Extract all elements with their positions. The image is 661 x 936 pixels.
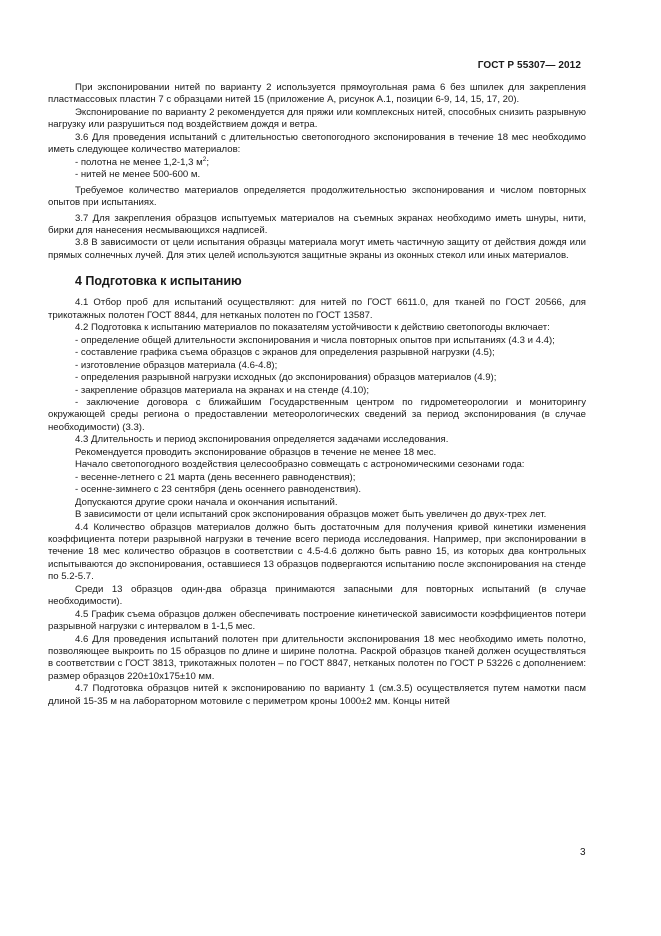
paragraph: Экспонирование по варианту 2 рекомендуется для пряжи или комплексных нитей, способных снизить разрывную нагрузку или разрушиться под воздействием дождя и ветра. bbox=[48, 106, 586, 131]
paragraph: В зависимости от цели испытаний срок экспонирования образцов может быть увеличен до двух-трех лет. bbox=[75, 509, 547, 521]
list-item: - составление графика съема образцов с экранов для определения разрывной нагрузки (4.5); bbox=[75, 347, 495, 359]
paragraph: 3.8 В зависимости от цели испытания образцы материала могут иметь частичную защиту от действия дождя или прямых солнечных лучей. Для этих целей используются защитные экраны из оконных стекол или иных материалов. bbox=[48, 237, 586, 261]
paragraph: 3.7 Для закрепления образцов испытуемых материалов на съемных экранах необходимо иметь шнуры, нити, бирки для нанесения несмывающихся надписей. bbox=[48, 212, 586, 236]
paragraph: Рекомендуется проводить экспонирование образцов в течение не менее 18 мес. bbox=[75, 446, 437, 458]
paragraph: 4.2 Подготовка к испытанию материалов по показателям устойчивости к действию светопогоды включает: bbox=[75, 322, 550, 334]
list-item: - определение общей длительности экспонирования и числа повторных опытов при испытаниях (4.3 и 4.4); bbox=[75, 334, 555, 346]
list-item bbox=[48, 157, 586, 169]
section-heading: 4 Подготовка к испытанию bbox=[75, 274, 242, 289]
paragraph: 4.3 Длительность и период экспонирования определяется задачами исследования. bbox=[75, 434, 449, 446]
paragraph: Среди 13 образцов один-два образца принимаются запасными для повторных испытаний (в случае необходимости). bbox=[48, 583, 586, 608]
paragraph: Требуемое количество материалов определяется продолжительностью экспонирования и числом повторных опытов при испытаниях. bbox=[48, 184, 586, 209]
document-header: ГОСТ Р 55307— 2012 bbox=[477, 60, 581, 71]
list-item: - нитей не менее 500-600 м. bbox=[75, 169, 201, 181]
list-item-suffix: ; bbox=[206, 156, 209, 168]
paragraph: 4.4 Количество образцов материалов должно быть достаточным для получения кривой кинетики изменения коэффициента потери разрывной нагрузки в течение всего периода исследования. Например, при экспонировании в течение 18 мес количество образцов в соответствии с 4.5-4.6 должно быть равно 15, из которых два контрольных испытываются до экспонирования, оставшиеся 13 образцов подвергаются испытанию после экспонирования на стенде по 5.2-5.7. bbox=[48, 521, 586, 583]
list-item-text: - полотна не менее 1,2-1,3 м bbox=[75, 156, 203, 168]
paragraph: 4.5 График съема образцов должен обеспечивать построение кинетической зависимости коэффициентов потери разрывной нагрузки с интервалом в 1-1,5 мес. bbox=[48, 608, 586, 633]
list-item: - осенне-зимнего с 23 сентября (день осеннего равноденствия). bbox=[75, 484, 362, 496]
list-item: - весенне-летнего с 21 марта (день весеннего равноденствия); bbox=[75, 471, 356, 483]
paragraph: 4.6 Для проведения испытаний полотен при длительности экспонирования 18 мес необходимо иметь полотно, позволяющее выкроить по 15 образцов по длине и ширине полотна. Раскрой образцов тканей должен осуществляться в соответствии с ГОСТ 3813, трикотажных полотен – по ГОСТ 8847, нетканых полотен по ГОСТ Р 53226 с дополнением: размер образцов 220±10х175±10 мм. bbox=[48, 633, 586, 682]
list-item: - изготовление образцов материала (4.6-4.8); bbox=[75, 359, 278, 371]
paragraph: Допускаются другие сроки начала и окончания испытаний. bbox=[75, 496, 338, 508]
paragraph: 4.7 Подготовка образцов нитей к экспонированию по варианту 1 (см.3.5) осуществляется путем намотки пасм длиной 15-35 м на лабораторном мотовиле с периметром кроны 1000±2 мм. Концы нитей bbox=[48, 683, 586, 707]
paragraph: 4.1 Отбор проб для испытаний осуществляют: для нитей по ГОСТ 6611.0, для тканей по ГОСТ 20566, для трикотажных полотен ГОСТ 8844, для нетканых полотен по ГОСТ 13587. bbox=[48, 297, 586, 321]
document-body bbox=[48, 82, 586, 708]
list-item: - закрепление образцов материала на экранах и на стенде (4.10); bbox=[75, 384, 370, 396]
paragraph: Начало светопогодного воздействия целесообразно совмещать с астрономическими сезонами года: bbox=[75, 459, 525, 471]
page-number: 3 bbox=[580, 847, 586, 858]
paragraph: 3.6 Для проведения испытаний с длительностью светопогодного экспонирования в течение 18 мес необходимо иметь следующее количество материалов: bbox=[48, 131, 586, 156]
list-item: - заключение договора с ближайшим Государственным центром по гидрометеорологии и мониторингу окружающей среды региона о предоставлении метеорологических сведений за период экспонирования (в случае необходимости) (3.3). bbox=[48, 396, 586, 433]
superscript: 2 bbox=[202, 155, 207, 163]
paragraph: При экспонировании нитей по варианту 2 используется прямоугольная рама 6 без шпилек для закрепления пластмассовых пластин 7 с образцами нитей 15 (приложение А, рисунок А.1, позиции 6-9, 14, 15, 17, 20). bbox=[48, 82, 586, 106]
list-item: - определения разрывной нагрузки исходных (до экспонирования) образцов материалов (4.9); bbox=[75, 372, 497, 384]
